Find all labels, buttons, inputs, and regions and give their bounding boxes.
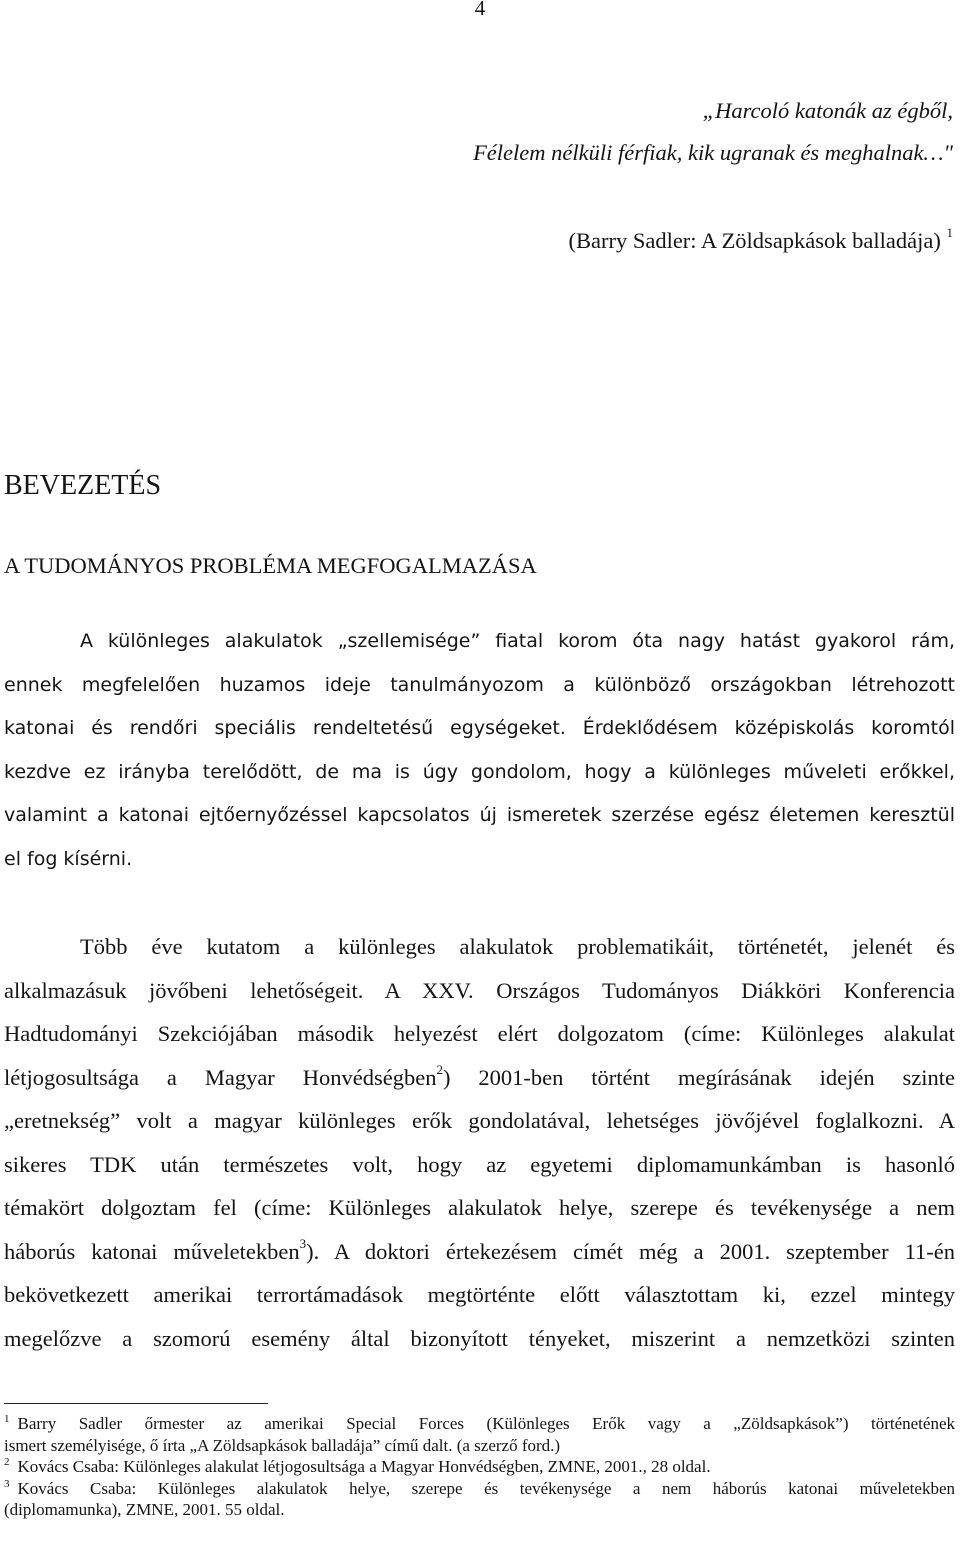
page-number: 4 [474,0,486,20]
footnote-1 [4,1413,955,1435]
epigraph-line-2: Félelem nélküli férfiak, kik ugranak és meghalnak…" [473,140,953,165]
section-title: A TUDOMÁNYOS PROBLÉMA MEGFOGALMAZÁSA [4,553,537,578]
epigraph-source [568,225,953,254]
paragraph-2-line [4,1056,955,1100]
footnote-mark: 1 [4,1413,10,1425]
paragraph-2-line: Több éve kutatom a különleges alakulatok problematikáit, történetét, jelenét és [80,934,955,959]
footnote-3-cont: (diplomamunka), ZMNE, 2001. 55 oldal. [4,1500,285,1519]
paragraph-2-line: bekövetkezett amerikai terrortámadások megtörténte előtt választottam ki, ezzel mintegy [4,1282,955,1307]
paragraph-2-line [4,1230,955,1274]
footnote-2 [4,1456,955,1478]
paragraph-2-line: alkalmazásuk jövőbeni lehetőségeit. A XXV. Országos Tudományos Diákköri Konferencia [4,977,955,1003]
footnote-ref-3: 3 [299,1235,307,1251]
paragraph-2-line: „eretnekség” volt a magyar különleges erők gondolatával, lehetséges jövőjével foglalkozni. A [4,1108,955,1133]
paragraph-2-line-part: ) 2001-ben történt megírásának idején szinte [442,1064,955,1090]
epigraph-line-1: „Harcoló katonák az égből, [702,98,953,123]
footnotes [4,1413,955,1521]
paragraph-2 [4,925,955,1360]
paragraph-2-line-part: ). A doktori értekezésem címét még a 2001. szeptember 11-én [306,1238,955,1264]
paragraph-1-line: valamint a katonai ejtőernyőzéssel kapcsolatos új ismeretek szerzése egész életemen keresztül [4,804,955,826]
footnote-mark: 3 [4,1477,10,1490]
footnote-3 [4,1478,955,1500]
footnote-1-cont: ismert személyisége, ő írta „A Zöldsapkások balladája” című dalt. (a szerző ford.) [4,1435,561,1455]
footnote-ref-2: 2 [436,1061,443,1077]
footnote-text: Kovács Csaba: Különleges alakulat létjogosultsága a Magyar Honvédségben, ZMNE, 2001., 28 oldal. [17,1457,711,1476]
paragraph-1-line: katonai és rendőri speciális rendeltetésű egységeket. Érdeklődésem középiskolás koromtól [4,717,955,739]
paragraph-2-line: témakört dolgoztam fel (címe: Különleges alakulatok helye, szerepe és tevékenysége a nem [4,1195,955,1220]
paragraph-1-line: ennek megfelelően huzamos ideje tanulmányozom a különböző országokban létrehozott [4,673,955,696]
paragraph-2-line-part: létjogosultsága a Magyar Honvédségben [4,1064,437,1090]
footnote-ref-1: 1 [946,225,953,240]
paragraph-1-line: kezdve ez irányba terelődött, de ma is úgy gondolom, hogy a különleges műveleti erőkkel, [4,760,955,783]
paragraph-1-line: el fog kísérni. [4,847,133,870]
paragraph-1 [4,620,955,881]
paragraph-2-line-part: háborús katonai műveletekben [4,1238,300,1264]
paragraph-2-line: sikeres TDK után természetes volt, hogy az egyetemi diplomamunkámban is hasonló [4,1151,955,1177]
chapter-title: BEVEZETÉS [4,470,162,501]
footnote-separator [4,1403,268,1404]
epigraph-source-text: (Barry Sadler: A Zöldsapkások balladája) [568,228,941,253]
footnote-text: Barry Sadler őrmester az amerikai Special Forces (Különleges Erők vagy a „Zöldsapkások”) történetének [17,1414,955,1433]
paragraph-1-line: A különleges alakulatok „szellemisége” fiatal korom óta nagy hatást gyakorol rám, [80,630,955,652]
paragraph-2-line: megelőzve a szomorú esemény által bizonyított tényeket, miszerint a nemzetközi szinten [4,1325,955,1351]
footnote-text: Kovács Csaba: Különleges alakulatok helye, szerepe és tevékenysége a nem háborús katonai műveletekben [17,1478,955,1498]
paragraph-2-line: Hadtudományi Szekciójában második helyezést elért dolgozatom (címe: Különleges alakulat [4,1021,955,1046]
footnote-mark: 2 [4,1456,10,1468]
